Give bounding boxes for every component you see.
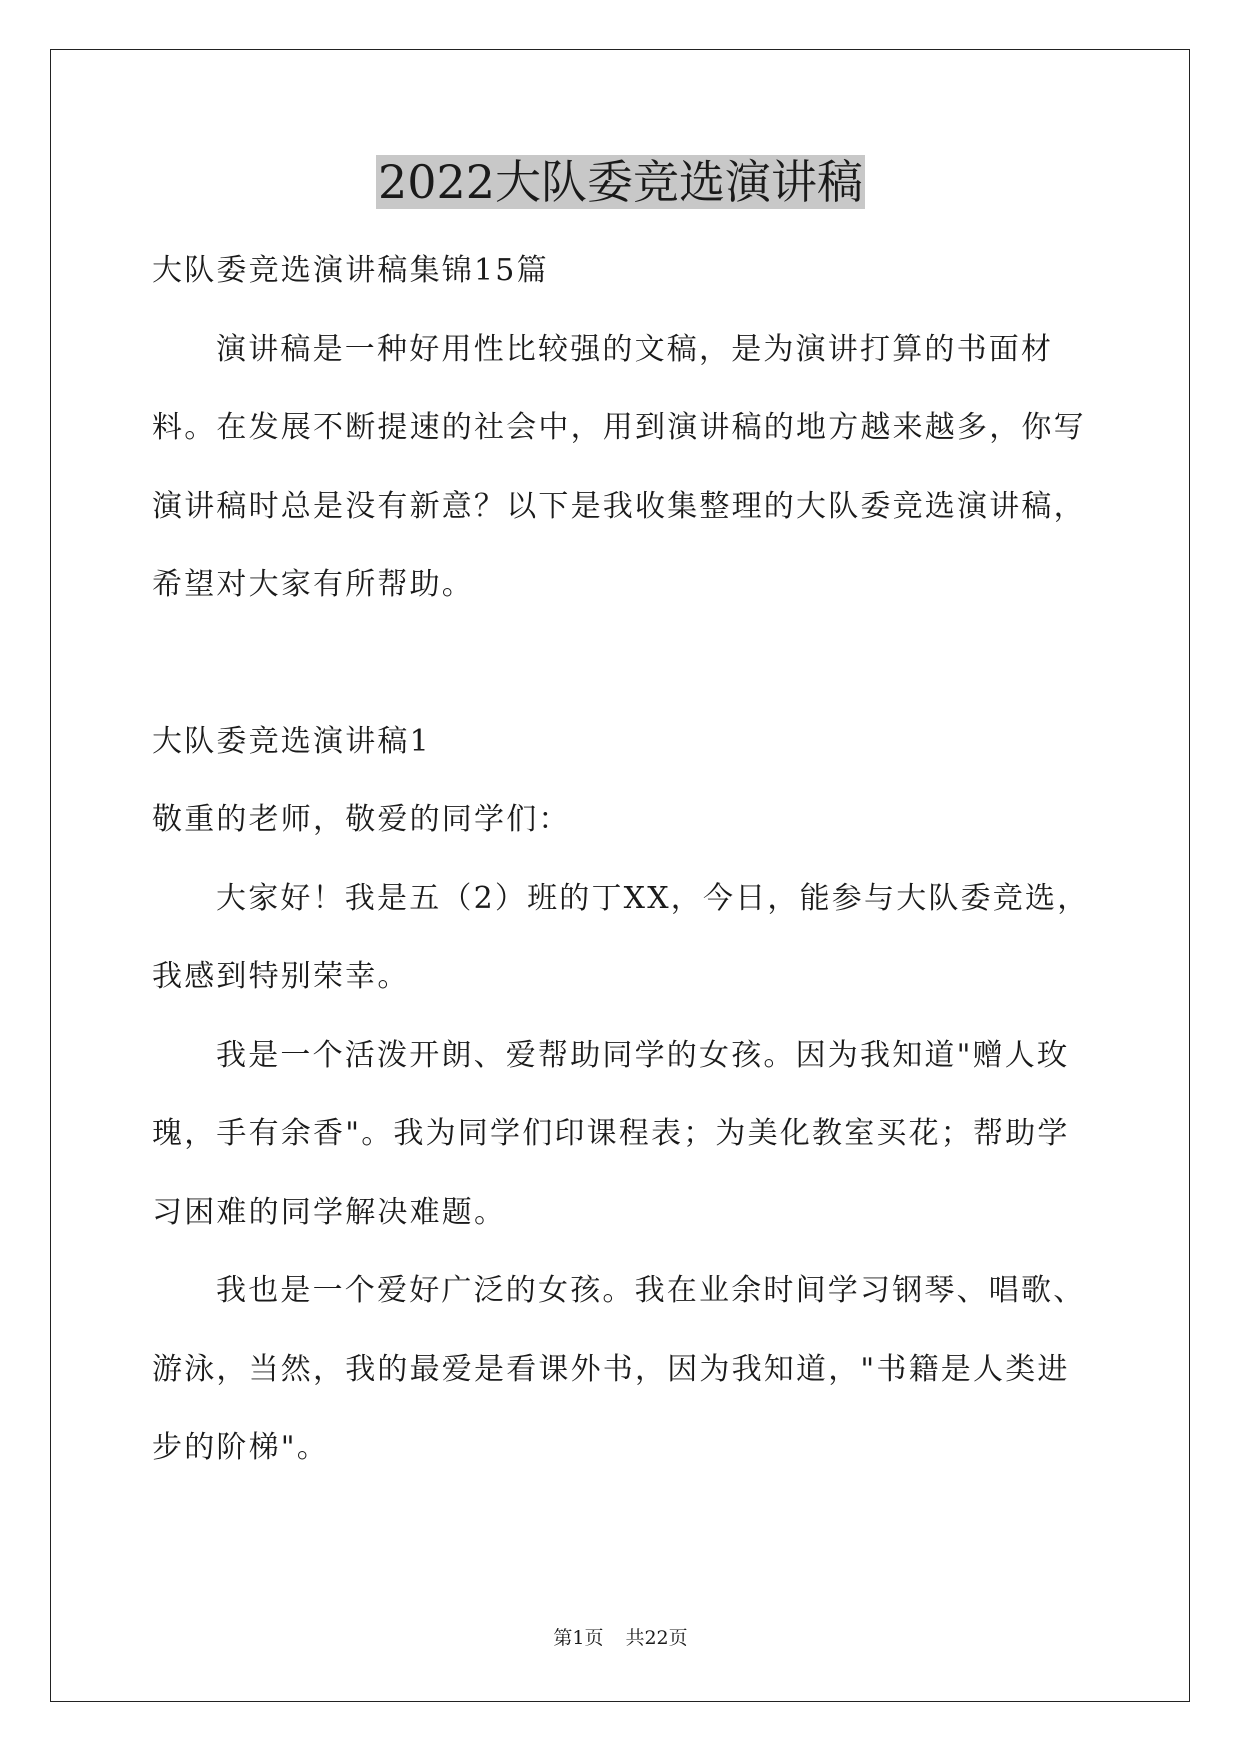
page-number: 第1页 <box>553 1627 604 1649</box>
salutation: 敬重的老师，敬爱的同学们： <box>152 802 571 837</box>
body-paragraph: 我是一个活泼开朗、爱帮助同学的女孩。因为我知道"赠人玫瑰，手有余香"。我为同学们印课程表；为美化教室买花；帮助学习困难的同学解决难题。 <box>152 1037 1070 1230</box>
document-title <box>0 150 1241 214</box>
body-paragraph: 大家好！我是五（2）班的丁XX，今日，能参与大队委竞选，我感到特别荣幸。 <box>152 880 1090 994</box>
page-footer <box>0 1625 1241 1651</box>
body-paragraph: 我也是一个爱好广泛的女孩。我在业余时间学习钢琴、唱歌、游泳，当然，我的最爱是看课外书，因为我知道，"书籍是人类进步的阶梯"。 <box>152 1273 1086 1465</box>
section-heading: 大队委竞选演讲稿1 <box>152 723 431 759</box>
document-title-text: 2022大队委竞选演讲稿 <box>377 155 864 209</box>
document-subtitle: 大队委竞选演讲稿集锦15篇 <box>152 253 549 288</box>
page-total: 共22页 <box>625 1627 688 1649</box>
document-body <box>152 232 1097 1488</box>
section-spacer <box>152 625 1097 703</box>
intro-paragraph: 演讲稿是一种好用性比较强的文稿，是为演讲打算的书面材料。在发展不断提速的社会中，用到演讲稿的地方越来越多，你写演讲稿时总是没有新意？以下是我收集整理的大队委竞选演讲稿，希望对大家有所帮助。 <box>152 331 1086 602</box>
